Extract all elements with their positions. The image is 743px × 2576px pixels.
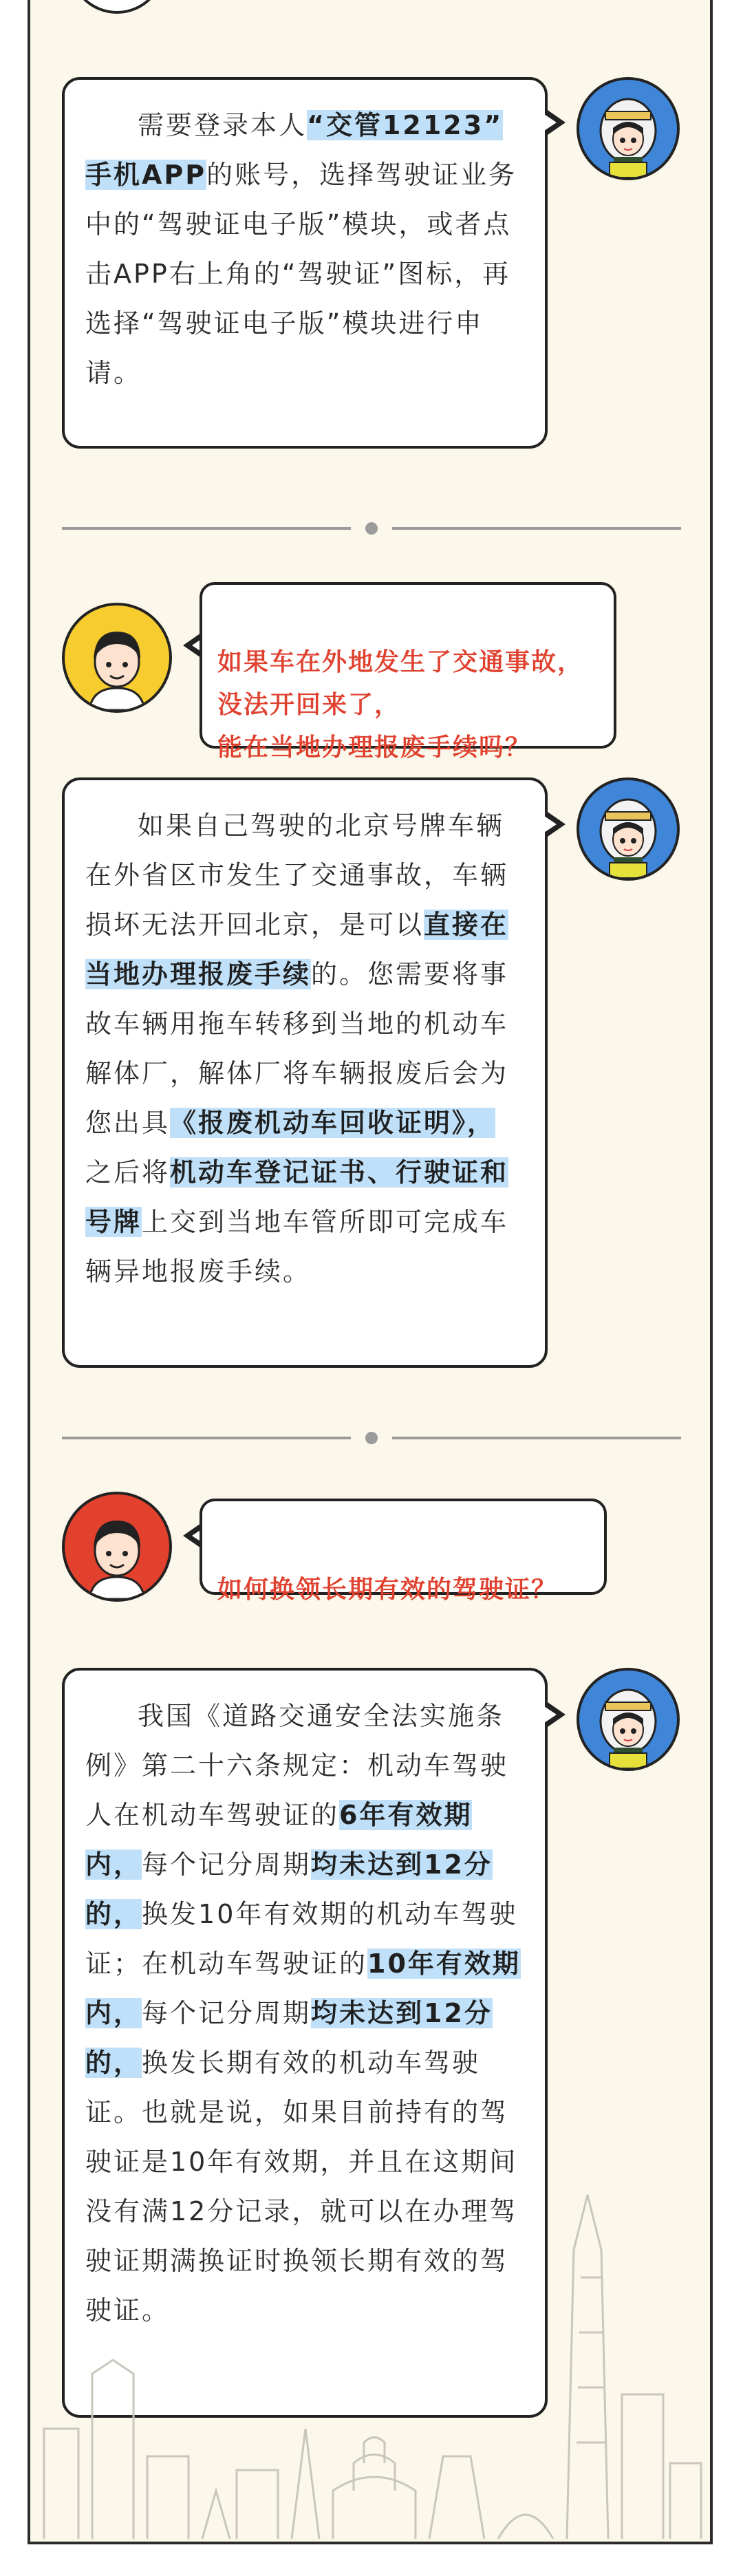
answer-2-part: 之后将 — [85, 1157, 171, 1188]
divider-dot — [365, 522, 378, 535]
answer-2-text — [85, 801, 524, 1296]
police-avatar-icon — [577, 77, 680, 180]
boy-avatar-icon — [62, 603, 172, 713]
question-2-text: 如果车在外地发生了交通事故， 没法开回来了， 能在当地办理报废手续吗？ — [217, 648, 584, 762]
answer-1-highlight: 手机APP — [85, 160, 207, 190]
police-avatar-icon — [577, 777, 680, 881]
answer-2-highlight: 《报废机动车回收证明》， — [170, 1108, 496, 1138]
answer-2-part: 如果自己驾驶的北京号牌车辆在外省区市发生了交通事故，车辆损坏无法开回北京，是可以 — [85, 811, 509, 940]
bubble-tail — [548, 812, 566, 837]
answer-3-part: 换发长期有效的机动车驾驶证。也就是说，如果目前持有的驾驶证是10年有效期，并且在这期间没有满12分记录，就可以在办理驾驶证期满换证时换领长期有效的驾驶证。 — [85, 2048, 518, 2326]
section-divider — [62, 1437, 351, 1439]
answer-3-highlight: 6年有效期内， — [85, 1800, 473, 1880]
answer-1-part: 需要登录本人 — [138, 110, 308, 140]
answer-3-highlight: 均未达到12分的， — [85, 1998, 493, 2078]
answer-2-highlight: 机动车登记证书、行驶证和号牌 — [85, 1157, 509, 1237]
answer-3-part: 换发10年有效期的机动车驾驶证；在机动车驾驶证的 — [85, 1899, 518, 1979]
answer-bubble-1 — [62, 77, 548, 449]
city-skyline-illustration — [30, 2167, 710, 2539]
divider-dot — [365, 1432, 378, 1444]
answer-2-part: 上交到当地车管所即可完成车辆异地报废手续。 — [85, 1207, 509, 1287]
answer-3-highlight: 10年有效期内， — [85, 1949, 521, 2028]
answer-3-part: 我国《道路交通安全法实施条例》第二十六条规定：机动车驾驶人在机动车驾驶证的 — [85, 1701, 509, 1830]
answer-2-highlight: 直接在当地办理报废手续 — [85, 910, 509, 989]
section-divider — [392, 1437, 681, 1439]
question-bubble-2 — [200, 582, 616, 762]
bubble-tail — [183, 1523, 201, 1548]
question-bubble-3 — [200, 1499, 607, 1604]
bubble-tail — [548, 1702, 566, 1727]
section-divider — [392, 527, 681, 530]
boy-avatar-icon — [62, 1492, 172, 1602]
answer-2-part: 的。您需要将事故车辆用拖车转移到当地的机动车解体厂，解体厂将车辆报废后会为您出具 — [85, 959, 509, 1138]
answer-3-highlight: 均未达到12分的， — [85, 1849, 493, 1929]
bubble-tail — [183, 633, 201, 658]
question-3-text: 如何换领长期有效的驾驶证？ — [217, 1576, 558, 1604]
police-avatar-icon — [577, 1668, 680, 1771]
answer-3-part: 每个记分周期 — [142, 1849, 312, 1880]
answer-1-text — [85, 100, 524, 398]
answer-1-part: 的账号，选择驾驶证业务中的“驾驶证电子版”模块，或者点击APP右上角的“驾驶证”图标，再选择“驾驶证电子版”模块进行申请。 — [85, 160, 517, 388]
bubble-tail — [548, 110, 566, 135]
answer-3-part: 每个记分周期 — [142, 1998, 312, 2028]
section-divider — [62, 527, 351, 530]
answer-1-highlight: “交管12123” — [307, 110, 504, 140]
answer-bubble-2 — [62, 777, 548, 1368]
